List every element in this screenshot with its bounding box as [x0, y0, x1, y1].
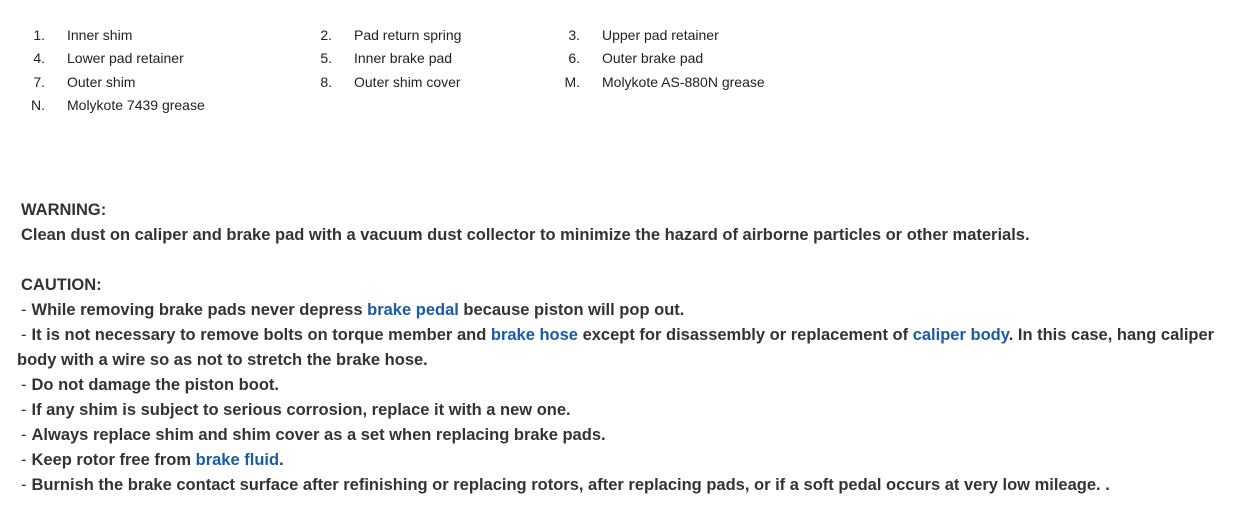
caution-text: Do not damage the piston boot. — [31, 376, 279, 394]
link-caliper-body[interactable]: caliper body — [912, 326, 1009, 344]
part-number: M. — [564, 73, 580, 90]
caution-item — [17, 398, 1232, 423]
caution-text: . — [279, 451, 284, 469]
part-label: Outer shim cover — [354, 73, 461, 90]
parts-row — [20, 94, 765, 118]
part-number: 7. — [33, 73, 45, 90]
bullet-dash: - — [21, 301, 27, 319]
part-number: 6. — [568, 50, 580, 67]
part-label: Inner shim — [67, 26, 133, 43]
caution-text: Always replace shim and shim cover as a set when replacing brake pads. — [31, 426, 606, 444]
part-number: 4. — [33, 50, 45, 67]
caution-item — [17, 423, 1232, 448]
bullet-dash: - — [21, 326, 27, 344]
link-brake-pedal[interactable]: brake pedal — [367, 301, 459, 319]
caution-item — [17, 473, 1232, 498]
bullet-dash: - — [21, 401, 27, 419]
part-label: Outer shim — [67, 73, 136, 90]
part-label: Molykote AS-880N grease — [602, 73, 765, 90]
caution-text-continued: body with a wire so as not to stretch the brake hose. — [17, 351, 428, 369]
part-number: 3. — [568, 26, 580, 43]
part-number: N. — [31, 97, 45, 114]
parts-row — [20, 23, 765, 47]
parts-row — [20, 70, 765, 94]
caution-text: except for disassembly or replacement of — [577, 326, 913, 344]
warning-text: Clean dust on caliper and brake pad with a vacuum dust collector to minimize the hazard of airborne particles or other materials. — [21, 226, 1030, 244]
parts-legend-table — [20, 23, 765, 117]
part-label: Pad return spring — [354, 26, 462, 43]
bullet-dash: - — [21, 476, 27, 494]
part-number: 2. — [320, 26, 332, 43]
caution-text: It is not necessary to remove bolts on torque member and — [31, 326, 491, 344]
part-number: 5. — [320, 50, 332, 67]
part-label: Outer brake pad — [602, 50, 704, 67]
parts-row — [20, 47, 765, 71]
warning-heading: WARNING: — [21, 201, 107, 219]
caution-item — [17, 323, 1232, 348]
link-brake-fluid[interactable]: brake fluid — [195, 451, 280, 469]
link-brake-hose[interactable]: brake hose — [490, 326, 578, 344]
caution-heading: CAUTION: — [21, 276, 102, 294]
caution-item — [17, 373, 1232, 398]
part-number: 1. — [33, 26, 45, 43]
notes-section — [17, 198, 1232, 498]
caution-item — [17, 298, 1232, 323]
caution-text: because piston will pop out. — [458, 301, 685, 319]
caution-text: If any shim is subject to serious corrosion, replace it with a new one. — [31, 401, 571, 419]
caution-text: . In this case, hang caliper — [1008, 326, 1215, 344]
part-label: Lower pad retainer — [67, 50, 184, 67]
part-label: Inner brake pad — [354, 50, 453, 67]
part-label: Molykote 7439 grease — [67, 97, 205, 114]
caution-text: Keep rotor free from — [31, 451, 196, 469]
bullet-dash: - — [21, 451, 27, 469]
caution-item — [17, 448, 1232, 473]
caution-text: While removing brake pads never depress — [31, 301, 368, 319]
bullet-dash: - — [21, 426, 27, 444]
part-label: Upper pad retainer — [602, 26, 719, 43]
part-number: 8. — [320, 73, 332, 90]
caution-text: Burnish the brake contact surface after refinishing or replacing rotors, after replacing pads, or if a soft pedal occurs at very low mileage. . — [31, 476, 1110, 494]
bullet-dash: - — [21, 376, 27, 394]
